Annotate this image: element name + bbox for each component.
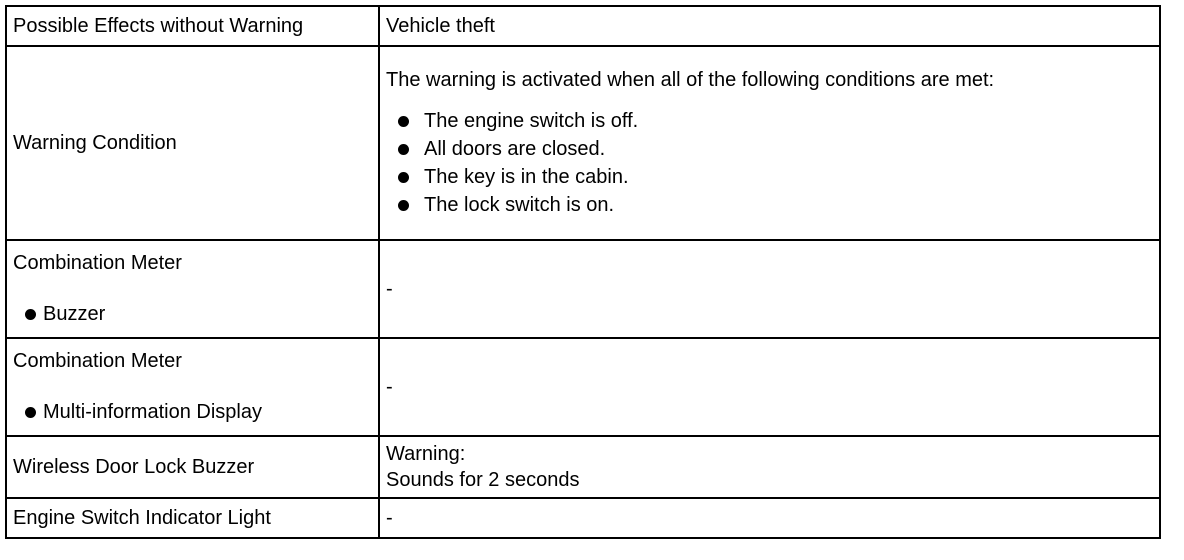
value-line: Sounds for 2 seconds xyxy=(386,469,580,491)
table-row xyxy=(6,6,1160,46)
row-value: - xyxy=(379,240,1160,338)
list-item: The engine switch is off. xyxy=(386,107,1153,135)
table-row xyxy=(6,338,1160,436)
list-item: The key is in the cabin. xyxy=(386,163,1153,191)
row-label: Wireless Door Lock Buzzer xyxy=(6,436,379,498)
list-item: Buzzer xyxy=(13,300,372,328)
condition-list xyxy=(386,107,1153,219)
row-value xyxy=(379,46,1160,240)
row-label xyxy=(6,338,379,436)
table-row xyxy=(6,436,1160,498)
warning-spec-table xyxy=(5,5,1161,539)
row-label: Engine Switch Indicator Light xyxy=(6,498,379,538)
sub-list xyxy=(13,398,372,426)
value-line: Warning: xyxy=(386,443,466,465)
table-row xyxy=(6,240,1160,338)
row-value: - xyxy=(379,338,1160,436)
list-item: Multi-information Display xyxy=(13,398,372,426)
row-label-text: Combination Meter xyxy=(13,350,182,372)
row-label-text: Combination Meter xyxy=(13,252,182,274)
table-row xyxy=(6,498,1160,538)
list-item: The lock switch is on. xyxy=(386,191,1153,219)
row-value xyxy=(379,436,1160,498)
row-label: Warning Condition xyxy=(6,46,379,240)
row-label xyxy=(6,240,379,338)
row-label: Possible Effects without Warning xyxy=(6,6,379,46)
warning-spec-table-container xyxy=(5,5,1161,539)
condition-intro: The warning is activated when all of the following conditions are met: xyxy=(386,69,995,91)
sub-list xyxy=(13,300,372,328)
list-item: All doors are closed. xyxy=(386,135,1153,163)
table-row xyxy=(6,46,1160,240)
row-value: Vehicle theft xyxy=(379,6,1160,46)
row-value: - xyxy=(379,498,1160,538)
